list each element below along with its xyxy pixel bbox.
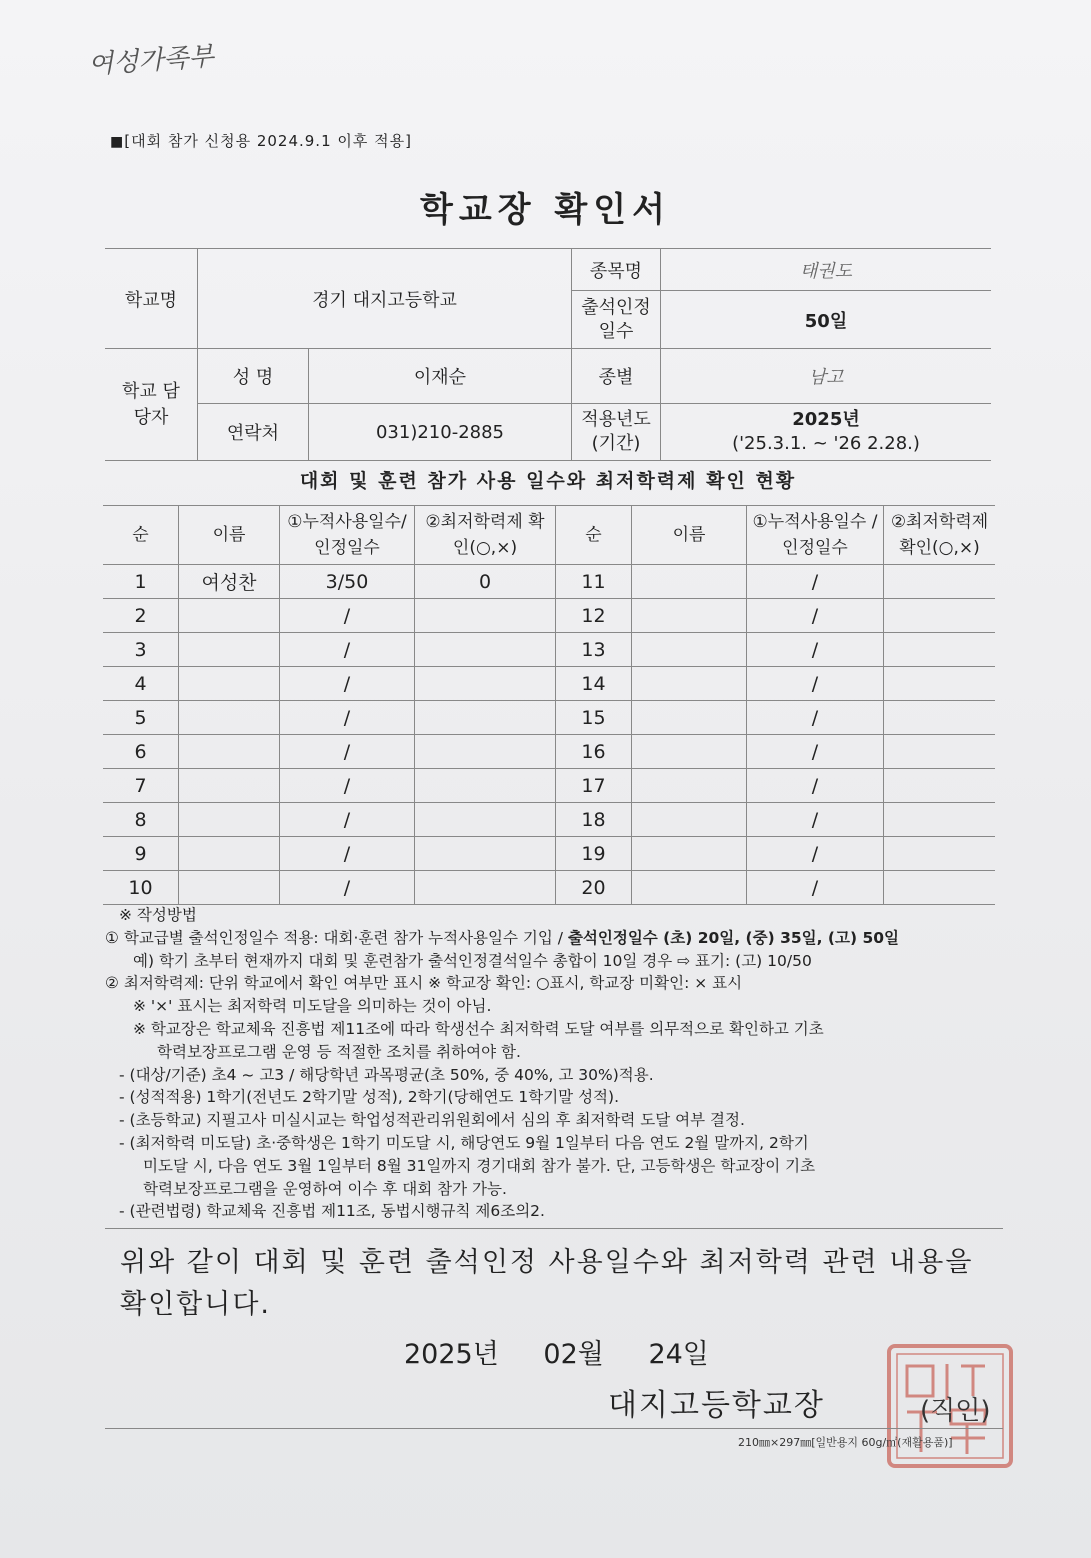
- student-name-cell: [632, 599, 747, 633]
- roster-table: [103, 505, 995, 905]
- used-days-cell: 3/50: [280, 565, 415, 599]
- academic-check-cell: [415, 735, 556, 769]
- used-days-cell: /: [747, 769, 884, 803]
- used-days-cell: /: [280, 837, 415, 871]
- bullet-unmet-c: 학력보장프로그램을 운영하여 이수 후 대회 참가 가능.: [143, 1179, 507, 1198]
- date-month: 02월: [543, 1339, 604, 1370]
- used-days-cell: /: [747, 837, 884, 871]
- col-name-right: 이름: [632, 506, 747, 565]
- item2-marker: ②: [105, 974, 119, 993]
- divider-bottom: [105, 1428, 1003, 1429]
- name-label: 성 명: [198, 349, 309, 404]
- used-days-cell: /: [280, 667, 415, 701]
- used-days-cell: /: [747, 871, 884, 905]
- student-name-cell: [632, 871, 747, 905]
- item1-bold: 출석인정일수 (초) 20일, (중) 35일, (고) 50일: [567, 928, 899, 947]
- academic-check-cell: [884, 769, 996, 803]
- row-number-cell: 2: [103, 599, 179, 633]
- category-value: 남고: [661, 349, 992, 404]
- table-row: [103, 769, 995, 803]
- item2-note2-a: ※ 학교장은 학교체육 진흥법 제11조에 따라 학생선수 최저학력 도달 여부를 의무적으로 확인하고 기초: [133, 1019, 824, 1038]
- item1-marker: ①: [105, 928, 119, 947]
- student-name-cell: [632, 735, 747, 769]
- instructions-heading: ※ 작성방법: [119, 906, 197, 924]
- row-number-cell: 12: [556, 599, 632, 633]
- row-number-cell: 13: [556, 633, 632, 667]
- item2-note2-b: 학력보장프로그램 운영 등 적절한 조치를 취하여야 함.: [157, 1042, 521, 1061]
- student-name-cell: [632, 803, 747, 837]
- row-number-cell: 7: [103, 769, 179, 803]
- row-number-cell: 18: [556, 803, 632, 837]
- academic-check-cell: [415, 837, 556, 871]
- document-title: 학교장 확인서: [420, 190, 671, 230]
- used-days-cell: /: [747, 633, 884, 667]
- item2-note1: ※ '×' 표시는 최저학력 미도달을 의미하는 것이 아님.: [133, 997, 492, 1016]
- col-no-right: 순: [556, 506, 632, 565]
- academic-check-cell: [884, 837, 996, 871]
- row-number-cell: 3: [103, 633, 179, 667]
- student-name-cell: [632, 701, 747, 735]
- manager-label: 학교 담당자: [105, 349, 198, 461]
- col-name-left: 이름: [179, 506, 280, 565]
- instruction-item-2: [105, 972, 995, 995]
- notice-line: [110, 130, 412, 151]
- student-name-cell: [179, 769, 280, 803]
- instruction-item-1: [105, 927, 995, 950]
- item2-text: 최저학력제: 단위 학교에서 확인 여부만 표시 ※ 학교장 확인: ○표시, 학교장 미확인: × 표시: [123, 974, 743, 993]
- year-value: 2025년: [792, 409, 860, 430]
- used-days-cell: /: [747, 735, 884, 769]
- student-name-cell: 여성찬: [179, 565, 280, 599]
- used-days-cell: /: [747, 565, 884, 599]
- used-days-cell: /: [280, 701, 415, 735]
- table-row: [103, 633, 995, 667]
- used-days-cell: /: [280, 803, 415, 837]
- academic-check-cell: [415, 667, 556, 701]
- table-row: [103, 701, 995, 735]
- row-number-cell: 14: [556, 667, 632, 701]
- table-row: [103, 837, 995, 871]
- signer-name: 대지고등학교장: [608, 1388, 825, 1423]
- table-row: [103, 803, 995, 837]
- instructions: [105, 904, 995, 1223]
- date-day: 24일: [648, 1339, 709, 1370]
- student-name-cell: [179, 837, 280, 871]
- contact-label: 연락처: [198, 404, 309, 461]
- academic-check-cell: [884, 667, 996, 701]
- used-days-cell: /: [747, 701, 884, 735]
- student-name-cell: [179, 803, 280, 837]
- school-name-label: 학교명: [105, 249, 198, 349]
- period-value: ('25.3.1. ~ '26 2.28.): [732, 433, 920, 454]
- used-days-cell: /: [280, 633, 415, 667]
- row-number-cell: 17: [556, 769, 632, 803]
- bullet-target: - (대상/기준) 초4 ~ 고3 / 해당학년 과목평균(초 50%, 중 40%, 고 30%)적용.: [119, 1065, 654, 1084]
- bullet-unmet-b: 미도달 시, 다음 연도 3월 1일부터 8월 31일까지 경기대회 참가 불가. 단, 고등학생은 학교장이 기초: [143, 1156, 816, 1175]
- item1-example: 예) 학기 초부터 현재까지 대회 및 훈련참가 출석인정결석일수 총합이 10일 경우 ⇨ 표기: (고) 10/50: [133, 951, 812, 970]
- row-number-cell: 9: [103, 837, 179, 871]
- used-days-cell: /: [280, 735, 415, 769]
- date-year: 2025년: [404, 1339, 499, 1370]
- notice-marker: ■: [110, 134, 125, 150]
- table-row: [103, 667, 995, 701]
- school-info-table: [105, 248, 991, 461]
- bullet-law: - (관련법령) 학교체육 진흥법 제11조, 동법시행규칙 제6조의2.: [119, 1202, 545, 1221]
- row-number-cell: 15: [556, 701, 632, 735]
- col-check-left: ②최저학력제 확인(○,×): [415, 506, 556, 565]
- confirmation-line-2: 확인합니다.: [120, 1289, 271, 1320]
- confirmation-line-1: 위와 같이 대회 및 훈련 출석인정 사용일수와 최저학력 관련 내용을: [120, 1247, 974, 1278]
- row-number-cell: 19: [556, 837, 632, 871]
- student-name-cell: [632, 633, 747, 667]
- category-label: 종별: [572, 349, 661, 404]
- row-number-cell: 5: [103, 701, 179, 735]
- academic-check-cell: [884, 599, 996, 633]
- section-title: 대회 및 훈련 참가 사용 일수와 최저학력제 확인 현황: [299, 470, 797, 492]
- student-name-cell: [632, 667, 747, 701]
- student-name-cell: [179, 599, 280, 633]
- bullet-grade: - (성적적용) 1학기(전년도 2학기말 성적), 2학기(당해연도 1학기말 성적).: [119, 1088, 619, 1107]
- academic-check-cell: [415, 599, 556, 633]
- col-days-right: ①누적사용일수 /인정일수: [747, 506, 884, 565]
- table-row: [103, 565, 995, 599]
- academic-check-cell: [884, 803, 996, 837]
- row-number-cell: 20: [556, 871, 632, 905]
- divider-top: [105, 1228, 1003, 1229]
- col-days-left: ①누적사용일수/인정일수: [280, 506, 415, 565]
- notice-text: [대회 참가 신청용 2024.9.1 이후 적용]: [124, 132, 412, 150]
- row-number-cell: 8: [103, 803, 179, 837]
- academic-check-cell: [415, 701, 556, 735]
- academic-check-cell: [415, 769, 556, 803]
- academic-check-cell: [884, 633, 996, 667]
- attendance-value: 50일: [661, 291, 992, 349]
- academic-check-cell: [884, 735, 996, 769]
- academic-check-cell: [415, 803, 556, 837]
- student-name-cell: [179, 871, 280, 905]
- year-label: 적용년도 (기간): [572, 404, 661, 461]
- item1-text: 학교급별 출석인정일수 적용: 대회·훈련 참가 누적사용일수 기입 /: [123, 928, 568, 947]
- academic-check-cell: [884, 871, 996, 905]
- student-name-cell: [179, 735, 280, 769]
- name-value: 이재순: [309, 349, 572, 404]
- row-number-cell: 4: [103, 667, 179, 701]
- bullet-elementary: - (초등학교) 지필고사 미실시교는 학업성적관리위원회에서 심의 후 최저학력 도달 여부 결정.: [119, 1111, 745, 1130]
- table-row: [103, 871, 995, 905]
- used-days-cell: /: [747, 599, 884, 633]
- row-number-cell: 10: [103, 871, 179, 905]
- used-days-cell: /: [747, 667, 884, 701]
- sport-value: 태권도: [661, 249, 992, 291]
- row-number-cell: 6: [103, 735, 179, 769]
- paper-spec: 210㎜×297㎜[일반용지 60g/㎡(재활용품)]: [738, 1436, 953, 1449]
- used-days-cell: /: [747, 803, 884, 837]
- confirmation-text: [120, 1242, 1000, 1326]
- used-days-cell: /: [280, 599, 415, 633]
- table-row: [103, 735, 995, 769]
- academic-check-cell: [415, 633, 556, 667]
- table-row: [103, 599, 995, 633]
- issue-date: [404, 1332, 745, 1371]
- sport-label: 종목명: [572, 249, 661, 291]
- student-name-cell: [632, 769, 747, 803]
- student-name-cell: [632, 565, 747, 599]
- row-number-cell: 16: [556, 735, 632, 769]
- seal-mark: (직인): [920, 1396, 991, 1426]
- year-cell: [661, 404, 992, 461]
- contact-value: 031)210-2885: [309, 404, 572, 461]
- col-check-right: ②최저학력제 확인(○,×): [884, 506, 996, 565]
- used-days-cell: /: [280, 871, 415, 905]
- row-number-cell: 11: [556, 565, 632, 599]
- col-no-left: 순: [103, 506, 179, 565]
- academic-check-cell: [884, 565, 996, 599]
- student-name-cell: [179, 633, 280, 667]
- used-days-cell: /: [280, 769, 415, 803]
- academic-check-cell: [884, 701, 996, 735]
- roster-body: [103, 565, 995, 905]
- row-number-cell: 1: [103, 565, 179, 599]
- school-name-value: 경기 대지고등학교: [198, 249, 572, 349]
- academic-check-cell: [415, 871, 556, 905]
- bullet-unmet-a: - (최저학력 미도달) 초·중학생은 1학기 미도달 시, 해당연도 9월 1일부터 다음 연도 2월 말까지, 2학기: [119, 1133, 809, 1152]
- handwritten-note: 여성가족부: [87, 41, 215, 81]
- academic-check-cell: 0: [415, 565, 556, 599]
- student-name-cell: [632, 837, 747, 871]
- student-name-cell: [179, 667, 280, 701]
- attendance-label: 출석인정 일수: [572, 291, 661, 349]
- student-name-cell: [179, 701, 280, 735]
